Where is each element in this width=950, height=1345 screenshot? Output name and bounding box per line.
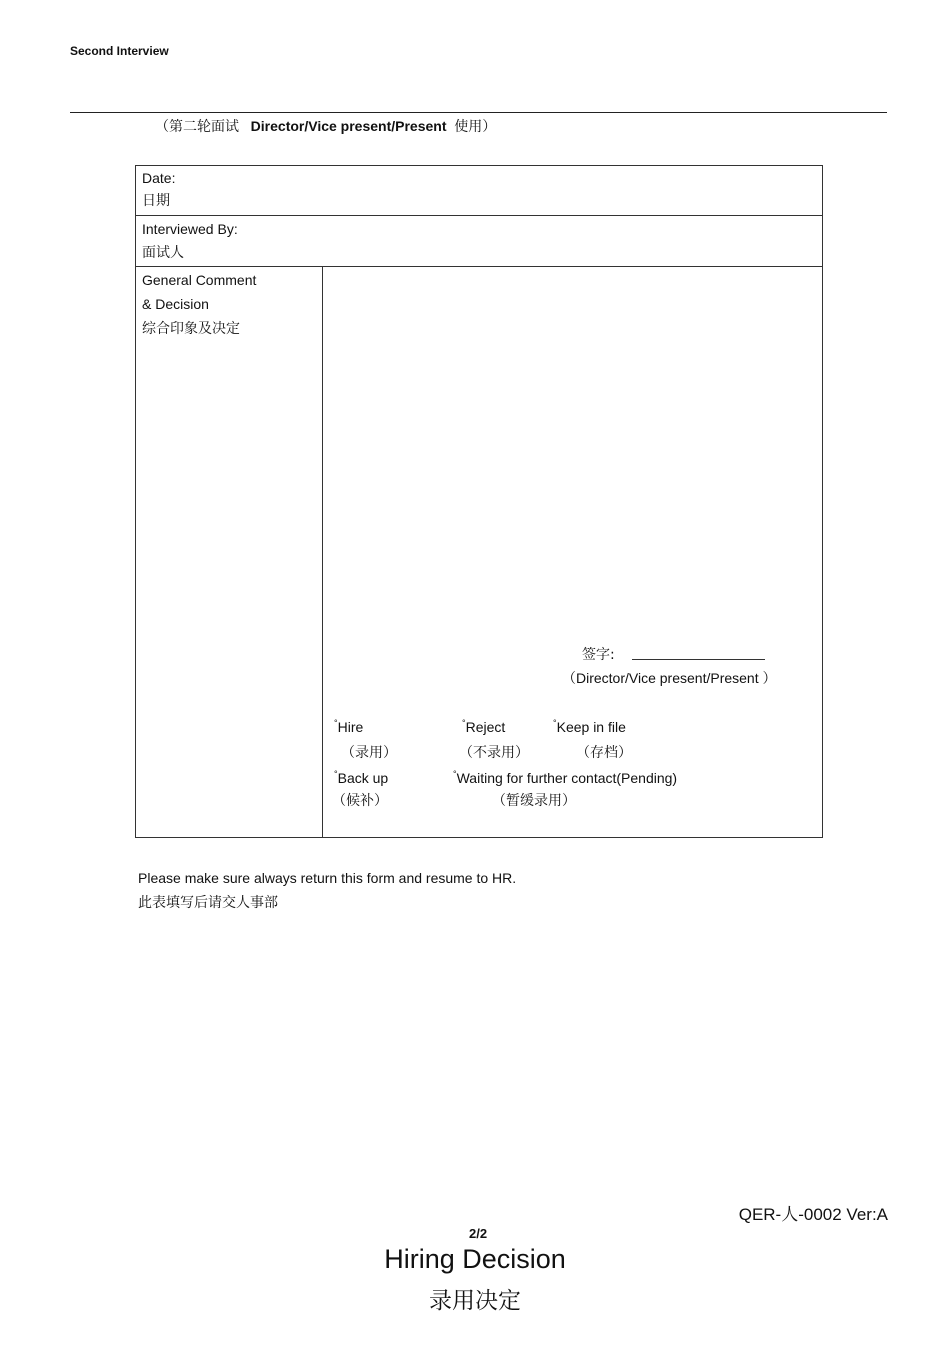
radio-circle-icon[interactable]: ° xyxy=(334,718,338,728)
comment-field[interactable] xyxy=(328,272,816,632)
comment-label-line2: & Decision xyxy=(142,296,209,312)
pending-label: Waiting for further contact(Pending) xyxy=(456,770,678,786)
reject-label: Reject xyxy=(465,719,506,735)
interviewer-label: Interviewed By: xyxy=(142,221,238,237)
return-note: Please make sure always return this form and resume to HR. xyxy=(138,870,517,886)
signature-line[interactable] xyxy=(632,659,765,660)
comment-label-cn: 综合印象及决定 xyxy=(142,321,240,337)
subtitle-prefix: （第二轮面试 xyxy=(155,119,239,135)
return-note-cn: 此表填写后请交人事部 xyxy=(138,895,278,911)
subtitle xyxy=(155,116,496,136)
interviewer-field[interactable] xyxy=(256,218,816,264)
comment-label-line1: General Comment xyxy=(142,272,257,288)
backup-label-cn: （候补） xyxy=(332,793,388,809)
document-code: QER-人-0002 Ver:A xyxy=(738,1205,888,1224)
radio-circle-icon[interactable]: ° xyxy=(553,718,557,728)
backup-label: Back up xyxy=(337,770,389,786)
row-divider xyxy=(136,215,822,216)
reject-label-cn: （不录用） xyxy=(459,745,529,761)
keep-in-file-option[interactable] xyxy=(553,719,626,735)
document-title-cn: 录用决定 xyxy=(429,1288,521,1314)
signature-label: 签字: xyxy=(582,647,615,663)
hire-label: Hire xyxy=(337,719,364,735)
page-number: 2/2 xyxy=(469,1226,488,1241)
hire-option[interactable] xyxy=(334,719,363,735)
hiring-decision-form xyxy=(135,165,823,838)
keep-in-file-label: Keep in file xyxy=(556,719,626,735)
document-title: Hiring Decision xyxy=(384,1244,566,1274)
subtitle-suffix: 使用） xyxy=(454,119,497,135)
column-divider xyxy=(322,267,323,837)
hire-label-cn: （录用） xyxy=(341,745,397,761)
header-rule xyxy=(70,112,887,113)
date-field[interactable] xyxy=(256,168,816,212)
date-label-cn: 日期 xyxy=(142,193,170,209)
reject-option[interactable] xyxy=(462,719,505,735)
signature-role: （Director/Vice present/Present ） xyxy=(562,670,777,686)
keep-in-file-label-cn: （存档） xyxy=(576,745,632,761)
subtitle-role: Director/Vice present/Present xyxy=(250,118,447,134)
pending-option[interactable] xyxy=(453,770,677,786)
section-title: Second Interview xyxy=(70,44,169,58)
interviewer-label-cn: 面试人 xyxy=(142,245,184,261)
radio-circle-icon[interactable]: ° xyxy=(334,769,338,779)
row-divider xyxy=(136,266,822,267)
date-label: Date: xyxy=(142,170,176,186)
radio-circle-icon[interactable]: ° xyxy=(462,718,466,728)
pending-label-cn: （暂缓录用） xyxy=(492,793,576,809)
radio-circle-icon[interactable]: ° xyxy=(453,769,457,779)
backup-option[interactable] xyxy=(334,770,388,786)
